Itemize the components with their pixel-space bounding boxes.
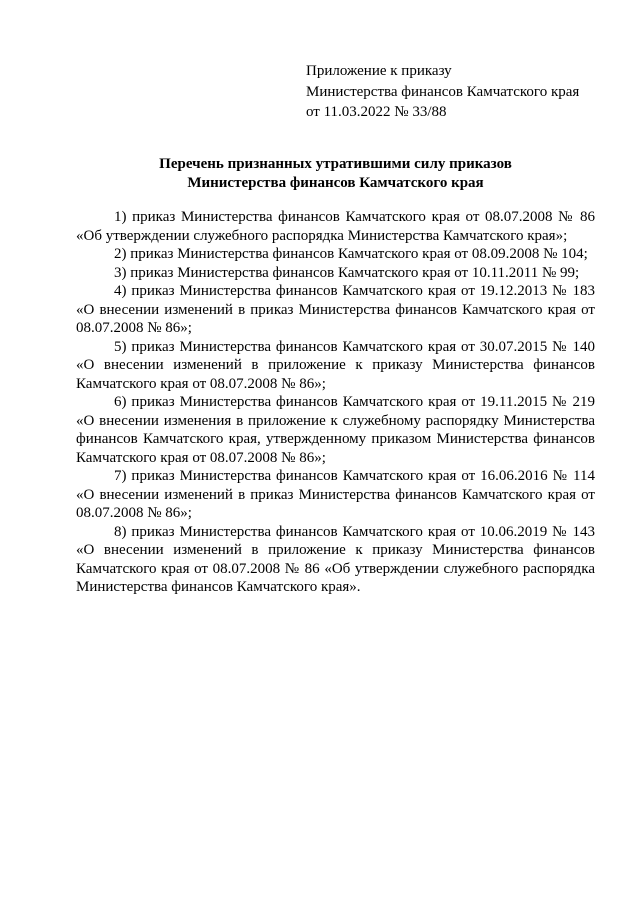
list-item: 7) приказ Министерства финансов Камчатского края от 16.06.2016 № 114 «О внесении изменений в приказ Министерства финансов Камчатского края от 08.07.2008 № 86»; — [76, 468, 595, 521]
orders-list — [76, 208, 595, 597]
appendix-header — [306, 61, 606, 123]
list-item: 5) приказ Министерства финансов Камчатского края от 30.07.2015 № 140 «О внесении изменений в приложение к приказу Министерства финансов Камчатского края от 08.07.2008 № 86»; — [76, 338, 595, 392]
document-title — [76, 155, 595, 193]
list-item: 1) приказ Министерства финансов Камчатского края от 08.07.2008 № 86 «Об утверждении служебного распорядка Министерства Камчатского края»; — [76, 209, 595, 244]
list-item: 6) приказ Министерства финансов Камчатского края от 19.11.2015 № 219 «О внесении изменения в приложение к служебному распорядку Министерства финансов Камчатского края, утвержденному приказом Министерства финансов Камчатского края от 08.07.2008 № 86»; — [76, 394, 595, 466]
title-line-1: Перечень признанных утратившими силу приказов — [159, 156, 512, 172]
appendix-line-2: Министерства финансов Камчатского края — [306, 83, 580, 100]
title-line-2: Министерства финансов Камчатского края — [187, 175, 484, 191]
appendix-line-1: Приложение к приказу — [306, 63, 452, 79]
appendix-line-3: от 11.03.2022 № 33/88 — [306, 104, 447, 120]
list-item: 8) приказ Министерства финансов Камчатского края от 10.06.2019 № 143 «О внесении изменений в приложение к приказу Министерства финансов Камчатского края от 08.07.2008 № 86 «Об утверждении служебного распорядка Министерства финансов Камчатского края». — [76, 523, 595, 595]
list-item: 4) приказ Министерства финансов Камчатского края от 19.12.2013 № 183 «О внесении изменений в приказ Министерства финансов Камчатского края от 08.07.2008 № 86»; — [76, 283, 595, 336]
list-item: 2) приказ Министерства финансов Камчатского края от 08.09.2008 № 104; — [114, 246, 588, 262]
list-item: 3) приказ Министерства финансов Камчатского края от 10.11.2011 № 99; — [114, 264, 580, 281]
